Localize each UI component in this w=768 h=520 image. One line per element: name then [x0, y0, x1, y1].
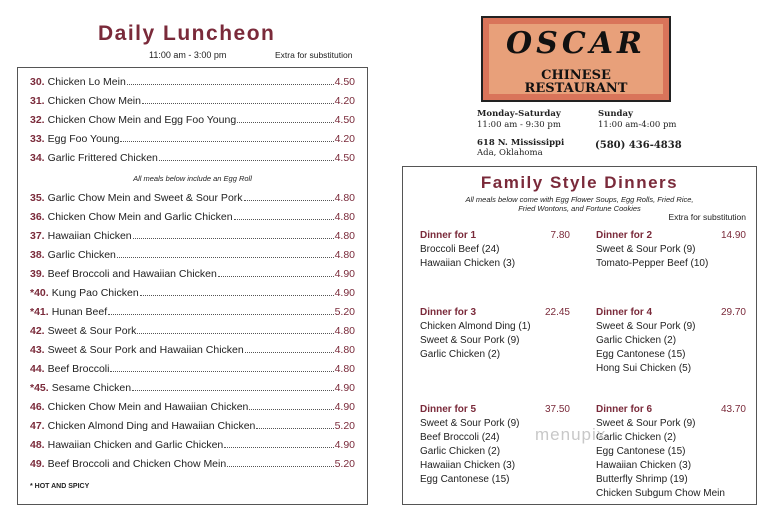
menu-item-price: 4.90 — [334, 268, 355, 280]
menu-item — [30, 304, 355, 318]
dinner-package — [420, 229, 570, 271]
menu-item-number: 31. — [30, 95, 45, 107]
dot-leader — [108, 314, 333, 315]
luncheon-menu-box — [17, 67, 368, 505]
dot-leader — [237, 122, 333, 123]
dinner-label: Dinner for 5 — [420, 404, 477, 415]
dinner-item: Sweet & Sour Pork (9) — [596, 321, 696, 332]
menu-item-price: 4.50 — [334, 114, 355, 126]
menu-item-number: *45. — [30, 382, 49, 394]
menu-item-price: 4.50 — [334, 152, 355, 164]
dot-leader — [110, 371, 333, 372]
dot-leader — [227, 466, 333, 467]
dinner-item: Chicken Almond Ding (1) — [420, 321, 531, 332]
dinner-price: 14.90 — [720, 230, 746, 241]
logo-name: OSCAR — [506, 26, 646, 61]
menu-item-price: 4.90 — [334, 382, 355, 394]
menu-item-number: *41. — [30, 306, 49, 318]
menu-item-number: 47. — [30, 420, 45, 432]
menu-item — [30, 437, 355, 451]
menu-item — [30, 285, 355, 299]
menu-item — [30, 112, 355, 126]
menu-item — [30, 361, 355, 375]
menu-item-name: Egg Foo Young — [47, 133, 120, 145]
dinner-label: Dinner for 1 — [420, 230, 477, 241]
menu-item-number: 33. — [30, 133, 45, 145]
menu-item-name: Hawaiian Chicken and Garlic Chicken — [47, 439, 224, 451]
dinner-item: Hawaiian Chicken (3) — [420, 460, 516, 471]
menu-item-price: 5.20 — [334, 306, 355, 318]
dot-leader — [120, 141, 333, 142]
menu-item-number: 42. — [30, 325, 45, 337]
menu-item-number: 34. — [30, 152, 45, 164]
dinner-label: Dinner for 3 — [420, 307, 477, 318]
restaurant-logo — [481, 16, 671, 102]
dot-leader — [159, 160, 334, 161]
dinner-header — [596, 306, 746, 320]
menu-item-price: 4.90 — [334, 439, 355, 451]
dinner-item: Sweet & Sour Pork (9) — [596, 244, 696, 255]
family-note-1: All meals below come with Egg Flower Soups, Egg Rolls, Fried Rice, — [465, 195, 694, 204]
dinner-item: Hawaiian Chicken (3) — [596, 460, 692, 471]
menu-item-price: 4.80 — [334, 325, 355, 337]
dinner-header — [596, 229, 746, 243]
dinner-item: Egg Cantonese (15) — [596, 349, 686, 360]
menu-item-name: Hawaiian Chicken — [47, 230, 132, 242]
menu-item-price: 4.50 — [334, 76, 355, 88]
family-title: Family Style Dinners — [480, 173, 679, 192]
egg-roll-note: All meals below include an Egg Roll — [133, 174, 252, 183]
dinner-header — [420, 306, 570, 320]
dinner-package — [596, 229, 746, 271]
dinner-item: Sweet & Sour Pork (9) — [420, 335, 520, 346]
luncheon-extra-note: Extra for substitution — [275, 50, 353, 60]
address-line-2: Ada, Oklahoma — [477, 148, 543, 158]
dinner-item: Chicken Subgum Chow Mein — [596, 488, 725, 499]
menu-item — [30, 228, 355, 242]
menu-item-number: 49. — [30, 458, 45, 470]
watermark: menupix — [535, 425, 607, 444]
menu-item-name: Beef Broccoli and Hawaiian Chicken — [47, 268, 217, 280]
menu-item — [30, 150, 355, 164]
menu-item — [30, 418, 355, 432]
menu-item-name: Beef Broccoli and Chicken Chow Mein — [47, 458, 227, 470]
dot-leader — [117, 257, 334, 258]
dot-leader — [256, 428, 333, 429]
menu-item-number: 30. — [30, 76, 45, 88]
dinner-item: Egg Cantonese (15) — [596, 446, 686, 457]
dinner-label: Dinner for 4 — [596, 307, 653, 318]
menu-item-name: Chicken Chow Mein and Hawaiian Chicken — [47, 401, 249, 413]
dot-leader — [142, 103, 334, 104]
dinner-label: Dinner for 2 — [596, 230, 653, 241]
dinner-item: Hawaiian Chicken (3) — [420, 258, 516, 269]
dinner-item: Garlic Chicken (2) — [420, 349, 501, 360]
menu-item-name: Garlic Chow Mein and Sweet & Sour Pork — [47, 192, 243, 204]
dot-leader — [132, 390, 334, 391]
menu-item-name: Kung Pao Chicken — [51, 287, 139, 299]
menu-item — [30, 456, 355, 470]
menu-item-price: 4.80 — [334, 192, 355, 204]
menu-item-name: Beef Broccoli — [47, 363, 110, 375]
dinner-item: Butterfly Shrimp (19) — [596, 474, 688, 485]
menu-item-price: 4.80 — [334, 249, 355, 261]
menu-item — [30, 93, 355, 107]
dinner-package — [596, 403, 746, 501]
dinner-price: 43.70 — [720, 404, 746, 415]
menu-item-name: Hunan Beef — [51, 306, 108, 318]
dinner-package — [420, 403, 570, 487]
luncheon-hours: 11:00 am - 3:00 pm — [149, 50, 227, 60]
menu-item-number: *40. — [30, 287, 49, 299]
logo-line-1: CHINESE — [541, 68, 611, 83]
family-note-2: Fried Wontons, and Fortune Cookies — [518, 204, 641, 213]
menu-item-number: 36. — [30, 211, 45, 223]
menu-item-name: Chicken Almond Ding and Hawaiian Chicken — [47, 420, 256, 432]
menu-item — [30, 247, 355, 261]
menu-item-price: 4.90 — [334, 401, 355, 413]
menu-item-price: 4.80 — [334, 363, 355, 375]
menu-item — [30, 266, 355, 280]
menu-item-number: 43. — [30, 344, 45, 356]
dinner-price: 7.80 — [550, 230, 570, 241]
menu-item-number: 32. — [30, 114, 45, 126]
menu-item-price: 5.20 — [334, 458, 355, 470]
logo-line-2: RESTAURANT — [524, 81, 628, 96]
dinner-header — [420, 229, 570, 243]
menu-item-name: Chicken Chow Mein — [47, 95, 141, 107]
menu-item — [30, 399, 355, 413]
dinner-price: 29.70 — [720, 307, 746, 318]
dinner-package — [420, 306, 570, 362]
menu-item-name: Chicken Lo Mein — [47, 76, 126, 88]
luncheon-title: Daily Luncheon — [98, 22, 276, 45]
dinner-price: 22.45 — [544, 307, 570, 318]
family-extra-note: Extra for substitution — [668, 212, 746, 222]
dot-leader — [234, 219, 334, 220]
sunday-hours: 11:00 am-4:00 pm — [598, 120, 677, 130]
menu-item-number: 38. — [30, 249, 45, 261]
menu-item-name: Sweet & Sour Pork and Hawaiian Chicken — [47, 344, 244, 356]
weekday-label: Monday-Saturday — [477, 109, 561, 119]
dot-leader — [224, 447, 333, 448]
weekday-hours: 11:00 am - 9:30 pm — [477, 120, 561, 130]
dot-leader — [245, 352, 334, 353]
dinner-item: Broccoli Beef (24) — [420, 244, 500, 255]
menu-item-name: Sweet & Sour Pork — [47, 325, 137, 337]
menu-item-price: 4.20 — [334, 133, 355, 145]
sunday-label: Sunday — [598, 109, 633, 119]
dinner-item: Sweet & Sour Pork (9) — [420, 418, 520, 429]
menu-item-number: 37. — [30, 230, 45, 242]
dinner-header — [596, 403, 746, 417]
menu-item-price: 4.20 — [334, 95, 355, 107]
menu-item-price: 4.80 — [334, 230, 355, 242]
dot-leader — [218, 276, 334, 277]
dot-leader — [137, 333, 333, 334]
menu-item-number: 39. — [30, 268, 45, 280]
dinner-header — [420, 403, 570, 417]
dinner-price: 37.50 — [544, 404, 570, 415]
menu-item-name: Garlic Frittered Chicken — [47, 152, 158, 164]
dot-leader — [127, 84, 334, 85]
menu-item — [30, 190, 355, 204]
family-dinners-box — [402, 166, 757, 505]
dinner-item: Garlic Chicken (2) — [596, 432, 677, 443]
dot-leader — [140, 295, 334, 296]
dinner-item: Garlic Chicken (2) — [596, 335, 677, 346]
dot-leader — [133, 238, 334, 239]
menu-item-name: Sesame Chicken — [51, 382, 132, 394]
hot-spicy-legend: * HOT AND SPICY — [30, 483, 90, 490]
menu-item-number: 35. — [30, 192, 45, 204]
menu-item-price: 5.20 — [334, 420, 355, 432]
phone-number: (580) 436-4838 — [595, 140, 682, 151]
dinner-item: Egg Cantonese (15) — [420, 474, 510, 485]
menu-item-price: 4.80 — [334, 344, 355, 356]
address-line-1: 618 N. Mississippi — [477, 138, 565, 148]
menu-item-name: Chicken Chow Mein and Egg Foo Young — [47, 114, 237, 126]
menu-item-name: Garlic Chicken — [47, 249, 116, 261]
menu-item — [30, 131, 355, 145]
dinner-item: Sweet & Sour Pork (9) — [596, 418, 696, 429]
menu-item-price: 4.90 — [334, 287, 355, 299]
menu-item — [30, 380, 355, 394]
menu-item — [30, 209, 355, 223]
menu-item-number: 48. — [30, 439, 45, 451]
dinner-item: Beef Broccoli (24) — [420, 432, 500, 443]
dinner-item: Tomato-Pepper Beef (10) — [596, 258, 709, 269]
dot-leader — [249, 409, 333, 410]
menu-item-number: 46. — [30, 401, 45, 413]
menu-item-name: Chicken Chow Mein and Garlic Chicken — [47, 211, 233, 223]
menu-item — [30, 74, 355, 88]
dinner-item: Garlic Chicken (2) — [420, 446, 501, 457]
menu-item — [30, 342, 355, 356]
menu-item — [30, 323, 355, 337]
menu-item-number: 44. — [30, 363, 45, 375]
dinner-item: Hong Sui Chicken (5) — [596, 363, 692, 374]
dinner-package — [596, 306, 746, 376]
dot-leader — [244, 200, 334, 201]
menu-item-price: 4.80 — [334, 211, 355, 223]
dinner-label: Dinner for 6 — [596, 404, 653, 415]
